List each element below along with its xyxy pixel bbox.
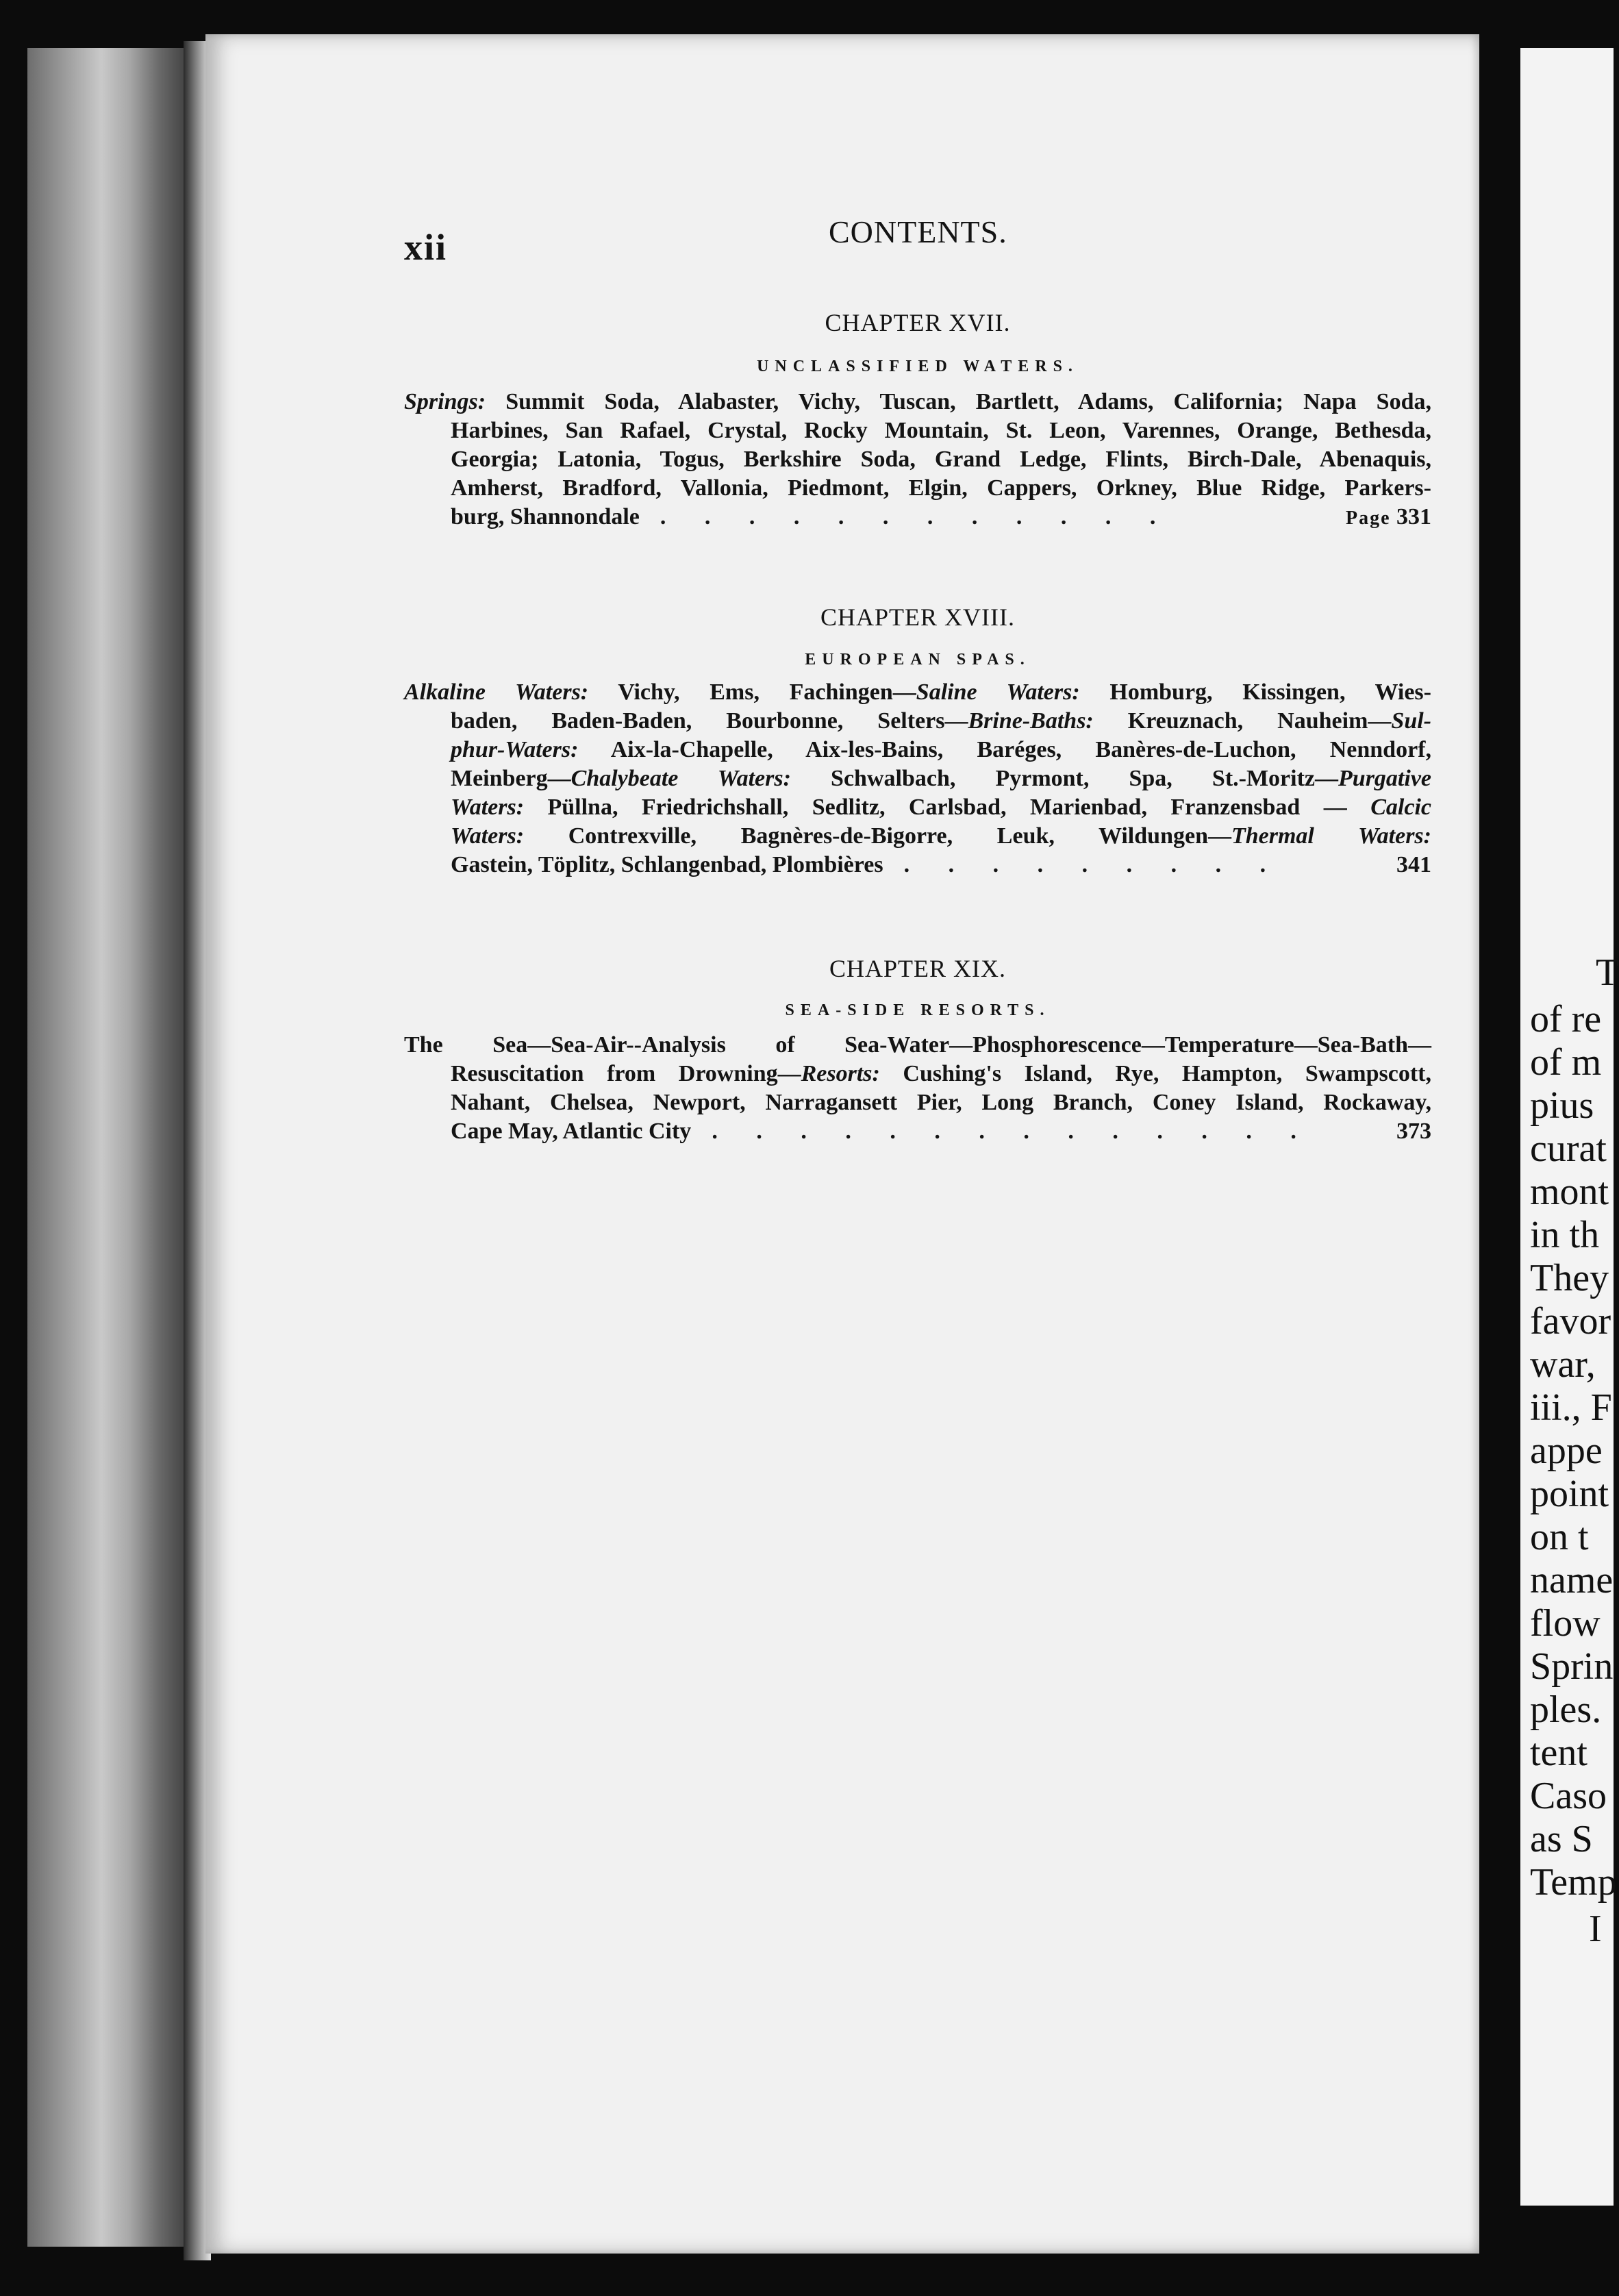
entry-line: Gastein, Töplitz, Schlangenbad, Plombières . . . . . . . . . 341 bbox=[404, 851, 1431, 879]
contents-entry bbox=[404, 1031, 1431, 1146]
entry-line: The Sea—Sea-Air--Analysis of Sea-Water—Phosphorescence—Temperature—Sea-Bath— bbox=[404, 1032, 1431, 1058]
entry-line: Harbines, San Rafael, Crystal, Rocky Mountain, St. Leon, Varennes, Orange, Bethesda, bbox=[451, 418, 1431, 443]
page-reference: Page 331 bbox=[1345, 504, 1431, 529]
chapter-subtitle: EUROPEAN SPAS. bbox=[805, 651, 1031, 669]
chapter-heading: CHAPTER XIX. bbox=[829, 955, 1006, 982]
adjacent-line: favor bbox=[1530, 1300, 1611, 1343]
adjacent-line: war, bbox=[1530, 1343, 1596, 1386]
entry-line: Nahant, Chelsea, Newport, Narragansett Pier, Long Branch, Coney Island, Rockaway, bbox=[451, 1090, 1431, 1115]
adjacent-line: iii., F bbox=[1530, 1386, 1612, 1429]
adjacent-line: Temp bbox=[1530, 1861, 1617, 1904]
entry-line: baden, Baden-Baden, Bourbonne, Selters—Brine-Baths: Kreuznach, Nauheim—Sul- bbox=[451, 708, 1431, 734]
adjacent-line: of m bbox=[1530, 1041, 1602, 1084]
adjacent-line: mont bbox=[1530, 1171, 1609, 1213]
entry-line: Amherst, Bradford, Vallonia, Piedmont, Elgin, Cappers, Orkney, Blue Ridge, Parkers- bbox=[451, 475, 1431, 501]
adjacent-line: curat bbox=[1530, 1127, 1607, 1170]
adjacent-line: They bbox=[1530, 1257, 1609, 1299]
entry-line: Resuscitation from Drowning—Resorts: Cushing's Island, Rye, Hampton, Swampscott, bbox=[451, 1061, 1431, 1086]
chapter-heading: CHAPTER XVIII. bbox=[820, 603, 1015, 631]
adjacent-line: of re bbox=[1530, 998, 1602, 1040]
entry-line: Georgia; Latonia, Togus, Berkshire Soda, Grand Ledge, Flints, Birch-Dale, Abenaquis, bbox=[451, 447, 1431, 472]
adjacent-line: point bbox=[1530, 1473, 1609, 1515]
adjacent-line: pius bbox=[1530, 1084, 1594, 1127]
entry-line: Waters: Contrexville, Bagnères-de-Bigorre, Leuk, Wildungen—Thermal Waters: bbox=[451, 823, 1431, 849]
adjacent-line: in th bbox=[1530, 1214, 1600, 1256]
page-reference: 341 bbox=[1396, 852, 1431, 877]
adjacent-line: appe bbox=[1530, 1430, 1603, 1472]
adjacent-line: flow bbox=[1530, 1602, 1601, 1645]
adjacent-line: as S bbox=[1530, 1818, 1593, 1860]
page-reference: 373 bbox=[1396, 1119, 1431, 1144]
adjacent-line: on t bbox=[1530, 1516, 1589, 1558]
dot-leader: . . . . . . . . . . . . . . bbox=[712, 1119, 1313, 1144]
adjacent-line: T bbox=[1596, 951, 1619, 994]
entry-line: Springs: Summit Soda, Alabaster, Vichy, Tuscan, Bartlett, Adams, California; Napa Soda, bbox=[404, 389, 1432, 414]
entry-line: phur-Waters: Aix-la-Chapelle, Aix-les-Bains, Baréges, Banères-de-Luchon, Nenndorf, bbox=[451, 737, 1431, 762]
adjacent-line: I bbox=[1589, 1908, 1602, 1950]
book-binding bbox=[27, 48, 192, 2247]
chapter-subtitle: UNCLASSIFIED WATERS. bbox=[757, 358, 1079, 375]
adjacent-page bbox=[1520, 48, 1619, 2206]
page-folio: xii bbox=[404, 227, 448, 268]
contents-entry bbox=[404, 678, 1431, 879]
dot-leader: . . . . . . . . . bbox=[903, 852, 1283, 877]
adjacent-line: name bbox=[1530, 1559, 1614, 1601]
adjacent-line: Caso bbox=[1530, 1775, 1607, 1817]
entry-line: burg, Shannondale . . . . . . . . . . . . Page 331 bbox=[404, 503, 1431, 532]
dot-leader: . . . . . . . . . . . . bbox=[660, 504, 1172, 529]
adjacent-line: tent bbox=[1530, 1732, 1587, 1774]
entry-line: Waters: Püllna, Friedrichshall, Sedlitz, Carlsbad, Marienbad, Franzensbad — Calcic bbox=[451, 795, 1431, 820]
running-title: CONTENTS. bbox=[829, 214, 1007, 249]
entry-line: Cape May, Atlantic City . . . . . . . . . . . . . . 373 bbox=[404, 1117, 1431, 1146]
entry-line: Alkaline Waters: Vichy, Ems, Fachingen—Saline Waters: Homburg, Kissingen, Wies- bbox=[404, 679, 1431, 705]
adjacent-line: ples. bbox=[1530, 1688, 1602, 1731]
chapter-subtitle: SEA-SIDE RESORTS. bbox=[785, 1001, 1051, 1019]
contents-entry bbox=[404, 388, 1431, 532]
chapter-heading: CHAPTER XVII. bbox=[825, 309, 1011, 336]
entry-lead: Springs: bbox=[404, 389, 486, 414]
adjacent-line: Sprin bbox=[1530, 1645, 1614, 1688]
entry-line: Meinberg—Chalybeate Waters: Schwalbach, Pyrmont, Spa, St.-Moritz—Purgative bbox=[451, 766, 1431, 791]
